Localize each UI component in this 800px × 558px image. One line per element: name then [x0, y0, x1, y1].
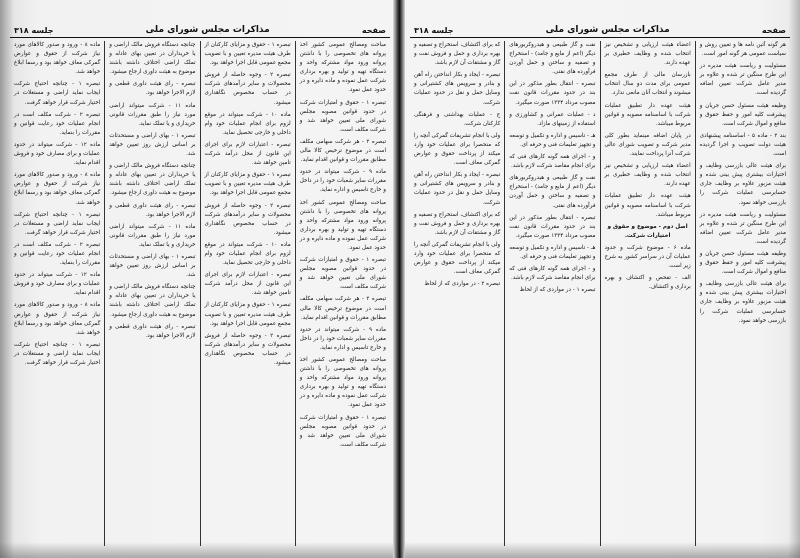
book-gutter [393, 0, 405, 558]
text-column [200, 41, 295, 546]
paragraph: ماده ۱۲ - شرکت میتواند در حدود عملیات و برای مصارف خود و فروش اقدام نماید. [14, 141, 101, 167]
paragraph: مسئولیت و ریاست هیئت مدیره در این طرح سنگین تر شده و علاوه بر مدیر عامل شرکت تعیین اضافه گردیده است. [699, 211, 786, 245]
paragraph: مسئولیت و ریاست هیئت مدیره در این طرح سنگین تر شده و علاوه بر مدیر عامل شرکت تعیین اضافه گردیده است. [699, 63, 786, 97]
paragraph: تبصره ۱ - چنانچه احتیاج شرکت ایجاب نماید اراضی و مستغلات در اختیار شرکت قرار خواهد گرفت. [14, 211, 101, 236]
paragraph: تبصره ۲ - شرکت مکلف است در انجام عملیات خود رعایت قوانین و مقررات را بنماید. [14, 241, 101, 267]
paragraph: تبصره ۲ - شرکت مکلف است در انجام عملیات خود رعایت قوانین و مقررات را بنماید. [14, 111, 101, 136]
paragraph: اعضاء هیئت ارزیابی و تشخیص نیز انتخاب شده و وظایف خطیری بر عهده دارند. [604, 163, 691, 188]
paragraph: تبصره ۱ - چنانچه احتیاج شرکت ایجاب نماید اراضی و مستغلات در اختیار شرکت قرار خواهد گرفت. [14, 341, 101, 366]
paragraph: ماده ۱۱ - شرکت میتواند اراضی مورد نیاز را طبق مقررات قانونی خریداری و یا تملک نماید. [109, 102, 196, 127]
paragraph: تبصره - اعتبارات لازم برای اجرای این قانون از محل درآمد شرکت تامین خواهد شد. [204, 272, 291, 297]
paragraph: تبصره - انتقال بطور مذکور در این بند در حدود مقررات قانون نفت مصوب مرداد ۱۳۳۴ صورت میگیرد. [509, 214, 596, 239]
paragraph: د - عملیات عمرانی و کشاورزی و استفاده از زمینهای مازاد. [509, 111, 596, 127]
paragraph: وظیفه هیئت مسئول حسن جریان و پیشرفت کلیه امور و حفظ حقوق و منافع و اموال شرکت است. [699, 102, 786, 127]
paragraph: تبصره ۱ - حقوق و مزایای کارکنان از طرف هیئت مدیره تعیین و با تصویب مجمع عمومی قابل اجرا خواهد بود. [204, 302, 291, 327]
paragraph: تبصره ۱ - در مواردی که از لحاظ [519, 287, 596, 294]
paragraph: تبصره ۲ - وجوه حاصله از فروش محصولات و سایر درآمدهای شرکت در حساب مخصوص نگاهداری میشود. [204, 72, 291, 106]
paragraph: هـ - تاسیس و اداره و تکمیل و توسعه و تجهیز تعلیمات فنی و حرفه ای. [509, 132, 596, 148]
paragraph: چنانچه دستگاه فروش مالک اراضی و یا خریداران در تعیین بهای عادله و تملک اراضی اختلاف داشته باشند موضوع به هیئت داوری ارجاع میشود. [109, 284, 196, 318]
paragraph: چنانچه دستگاه فروش مالک اراضی و یا خریداران در تعیین بهای عادله و تملک اراضی اختلاف داشته باشند موضوع به هیئت داوری ارجاع میشود. [109, 42, 196, 76]
paragraph: برای هیئت عالی بازرسی وظایف و اختیارات بیشتری پیش بینی شده و هیئت مزبور علاوه بر وظایف جاری حسابرسی عملیات شرکت را بازرسی خواهد نمود. [699, 281, 786, 324]
paragraph: اعضاء هیئت ارزیابی و تشخیص نیز انتخاب شده و وظایف خطیری بر عهده دارند. [604, 42, 691, 67]
paragraph: و - اجرای همه گونه کارهای فنی که برای انجام مقاصد شرکت لازم باشد. [509, 154, 596, 170]
page-title: مذاکرات مجلس شورای ملی [545, 25, 670, 35]
paragraph: بازرسان مالی از طرف مجمع عمومی برای مدت دو سال انتخاب میشوند و انتخاب آنان مانعی ندارد. [604, 72, 691, 97]
section-heading: اصل دوم - موضوع و حقوق و اختیارات شرکت. [607, 223, 688, 239]
paragraph: تبصره ۲ - در مواردی که از لحاظ [424, 281, 501, 288]
paragraph: تبصره ۱ - چنانچه احتیاج شرکت ایجاب نماید اراضی و مستغلات در اختیار شرکت قرار خواهد گرفت. [14, 81, 101, 106]
text-column [695, 41, 790, 546]
paragraph: ماده ۱۰ - شرکت میتواند در موقع لزوم برای انجام عملیات خود وام داخلی و خارجی تحصیل نماید. [204, 111, 291, 136]
paragraph: ولی با انجام تشریفات گمرکی آنچه را که منحصرا برای عملیات خود وارد میکند از پرداخت حقوق و عوارض گمرکی معاف است. [414, 241, 501, 276]
paragraph: هیئت عهده دار تطبیق عملیات شرکت با اساسنامه مصوبه و قوانین مربوط میباشد. [604, 193, 691, 218]
text-column [104, 41, 199, 546]
paragraph: ماده ۸ - ورود و صدور کالاهای مورد نیاز شرکت از حقوق و عوارض گمرکی معاف خواهد بود و رسما ابلاغ خواهد شد. [14, 42, 101, 76]
paragraph: برای هیئت عالی بازرسی وظایف و اختیارات بیشتری پیش بینی شده و هیئت مزبور علاوه بر وظایف جاری حسابرسی عملیات شرکت را بازرسی خواهد نمود. [699, 163, 786, 206]
paragraph: ماده ۹ - شرکت میتواند در حدود مقررات سایر شعبات خود را در داخل و خارج تاسیس و اداره نماید. [299, 326, 386, 351]
paragraph: مباحث ومصالح عمومی کشور اخذ پروانه های تخصوصی را با داشتن پروانه ورود مواد مشتركه واحد و دستگاه تهیه و تولید و بهره برداری شرکت عمل نموده و ماده دایره و در حدود عمل نمود. [299, 199, 386, 251]
session-number: جلسه ۳۱۸ [414, 26, 454, 35]
paragraph: تبصره - ایجاد و بکار انداختن راه آهن و بنادر و سرویس های کشتیرانی و وسایل حمل و نقل در حدود عملیات شرکت. [414, 172, 501, 206]
text-column [295, 41, 390, 546]
text-column [504, 41, 599, 546]
paragraph: تبصره - اعتبارات لازم برای اجرای این قانون از محل درآمد شرکت تامین خواهد شد. [204, 141, 291, 167]
paragraph: هـ - تاسیس و اداره و تکمیل و توسعه و تجهیز تعلیمات فنی و حرفه ای. [509, 244, 596, 260]
text-column [10, 41, 104, 546]
paragraph: تبصره - رای هیئت داوری قطعی و لازم الاجرا خواهد بود. [109, 323, 196, 339]
paragraph: تبصره ۱ - حقوق و امتیازات شرکت در حدود قوانین مصوبه مجلس شورای ملی تعیین خواهد شد و شرکت مکلف است. [299, 99, 386, 133]
page-number-label: صفحه [761, 26, 786, 35]
paragraph: الف - تفحص و اکتشاف و بهره برداری و اکتشاف. [604, 275, 691, 291]
paragraph: و - اجرای همه گونه کارهای فنی که برای انجام مقاصد شرکت لازم باشد. [509, 266, 596, 282]
right-page [400, 0, 800, 558]
paragraph: تبصره ۱ - حقوق و امتیازات شرکت در حدود قوانین مصوبه مجلس شورای ملی تعیین خواهد شد و شرکت مکلف است. [299, 414, 386, 448]
paragraph: چنانچه دستگاه فروش مالک اراضی و یا خریداران در تعیین بهای عادله و تملک اراضی اختلاف داشته باشند موضوع به هیئت داوری ارجاع میشود. [109, 163, 196, 197]
paragraph: تبصره ۲ - هر شرکت سهامی مکلف است در موضوع ترخیص کالا مالی مطابق مقررات و قوانین اقدام نماید. [299, 138, 386, 164]
paragraph: که برای اکتشاف، استخراج و تصفیه و بهره برداری و حمل و فروش نفت و گاز و مشتقات آن لازم باشد. [414, 211, 501, 236]
paragraph: هر گونه آئین نامه ها و تعیین روش و سیاست عمومی هر گونه امور است. [699, 42, 786, 58]
paragraph: ماده ۸ - ورود و صدور کالاهای مورد نیاز شرکت از حقوق و عوارض گمرکی معاف خواهد بود و رسما ابلاغ خواهد شد. [14, 302, 101, 336]
paragraph: ولی با انجام تشریفات گمرکی آنچه را که منحصرا برای عملیات خود وارد میکند از پرداخت حقوق و عوارض گمرکی معاف است. [414, 132, 501, 167]
paragraph: تبصره ۱ - حقوق و مزایای کارکنان از طرف هیئت مدیره تعیین و با تصویب مجمع عمومی قابل اجرا خواهد بود. [204, 42, 291, 67]
paragraph: نفت و گاز طبیعی و هیدروکربورهای دیگر (اعم از مایع و جامد) - استخراج و تصفیه و ساختن و حمل آوردن فرآورده های نفتی. [509, 175, 596, 209]
session-number: جلسه ۳۱۸ [14, 26, 54, 35]
paragraph: تبصره - رای هیئت داوری قطعی و لازم الاجرا خواهد بود. [109, 202, 196, 218]
paragraph: مباحث ومصالح عمومی کشور اخذ پروانه های تخصوصی را با داشتن پروانه ورود مواد مشتركه واحد و دستگاه تهیه و تولید و بهره برداری شرکت عمل نموده و ماده دایره و در حدود عمل نمود. [299, 42, 386, 94]
paragraph: مباحث ومصالح عمومی کشور اخذ پروانه های تخصوصی را با داشتن پروانه ورود مواد مشتركه واحد و دستگاه تهیه و تولید و بهره برداری شرکت عمل نموده و ماده دایره و در حدود عمل نمود. [299, 357, 386, 409]
text-column [600, 41, 695, 546]
page-title: مذاکرات مجلس شورای ملی [145, 25, 270, 35]
text-column [410, 41, 504, 546]
paragraph: تبصره ۱ - بهای اراضی و مستحدثات بر اساس ارزش روز تعیین خواهد شد. [109, 132, 196, 158]
text-columns [410, 41, 790, 546]
paragraph: تبصره ۱ - حقوق و مزایای کارکنان از طرف هیئت مدیره تعیین و با تصویب مجمع عمومی قابل اجرا خواهد بود. [204, 172, 291, 197]
paragraph: بند ۲ - ماده ۵ - اساسنامه پیشنهادی هیئت دولت تصویب و اجرا گردیده است. [699, 132, 786, 158]
paragraph: تبصره - ایجاد و بکار انداختن راه آهن و بنادر و سرویس های کشتیرانی و وسایل حمل و نقل در حدود عملیات شرکت. [414, 72, 501, 106]
text-columns [10, 41, 390, 546]
paragraph: ماده ۶ - موضوع شرکت و حدود عملیات آن در سراسر کشور به شرح زیر است. [604, 244, 691, 270]
paragraph: هیئت عهده دار تطبیق عملیات شرکت با اساسنامه مصوبه و قوانین مربوط میباشد. [604, 102, 691, 127]
page-number-label: صفحه [361, 26, 386, 35]
paragraph: تبصره ۱ - حقوق و امتیازات شرکت در حدود قوانین مصوبه مجلس شورای ملی تعیین خواهد شد و شرکت مکلف است. [299, 257, 386, 291]
paragraph: که برای اکتشاف، استخراج و تصفیه و بهره برداری و حمل و فروش نفت و گاز و مشتقات آن لازم باشد. [414, 42, 501, 67]
paragraph: ج - عملیات بهداشتی و فرهنگی کارکنان شرکت. [414, 111, 501, 127]
page-header [410, 18, 790, 38]
paragraph: ماده ۱۱ - شرکت میتواند اراضی مورد نیاز را طبق مقررات قانونی خریداری و یا تملک نماید. [109, 223, 196, 248]
paragraph: تبصره ۲ - وجوه حاصله از فروش محصولات و سایر درآمدهای شرکت در حساب مخصوص نگاهداری میشود. [204, 332, 291, 366]
page-header [10, 18, 390, 38]
paragraph: تبصره - انتقال بطور مذکور در این بند در حدود مقررات قانون نفت مصوب مرداد ۱۳۳۴ صورت میگیرد. [509, 81, 596, 106]
paragraph: تبصره - رای هیئت داوری قطعی و لازم الاجرا خواهد بود. [109, 81, 196, 97]
paragraph: تبصره ۱ - بهای اراضی و مستحدثات بر اساس ارزش روز تعیین خواهد شد. [109, 253, 196, 279]
paragraph: در پایان اضافه مینماید بطور کلی مدیر شرکت و تصویب شورای عالی شرکت آنرا پرداخت نمایند. [604, 132, 691, 158]
paragraph: ماده ۱۲ - شرکت میتواند در حدود عملیات و برای مصارف خود و فروش اقدام نماید. [14, 272, 101, 297]
paragraph: ماده ۹ - شرکت میتواند در حدود مقررات سایر شعبات خود را در داخل و خارج تاسیس و اداره نماید. [299, 169, 386, 194]
paragraph: تبصره ۲ - وجوه حاصله از فروش محصولات و سایر درآمدهای شرکت در حساب مخصوص نگاهداری میشود. [204, 202, 291, 236]
paragraph: ماده ۸ - ورود و صدور کالاهای مورد نیاز شرکت از حقوق و عوارض گمرکی معاف خواهد بود و رسما ابلاغ خواهد شد. [14, 172, 101, 206]
paragraph: ماده ۱۰ - شرکت میتواند در موقع لزوم برای انجام عملیات خود وام داخلی و خارجی تحصیل نماید. [204, 241, 291, 267]
paragraph: تبصره ۲ - هر شرکت سهامی مکلف است در موضوع ترخیص کالا مالی مطابق مقررات و قوانین اقدام نماید. [299, 296, 386, 321]
paragraph: نفت و گاز طبیعی و هیدروکربورهای دیگر (اعم از مایع و جامد) - استخراج و تصفیه و ساختن و حمل آوردن فرآورده های نفتی. [509, 42, 596, 76]
paragraph: وظیفه هیئت مسئول حسن جریان و پیشرفت کلیه امور و حفظ حقوق و منافع و اموال شرکت است. [699, 250, 786, 276]
